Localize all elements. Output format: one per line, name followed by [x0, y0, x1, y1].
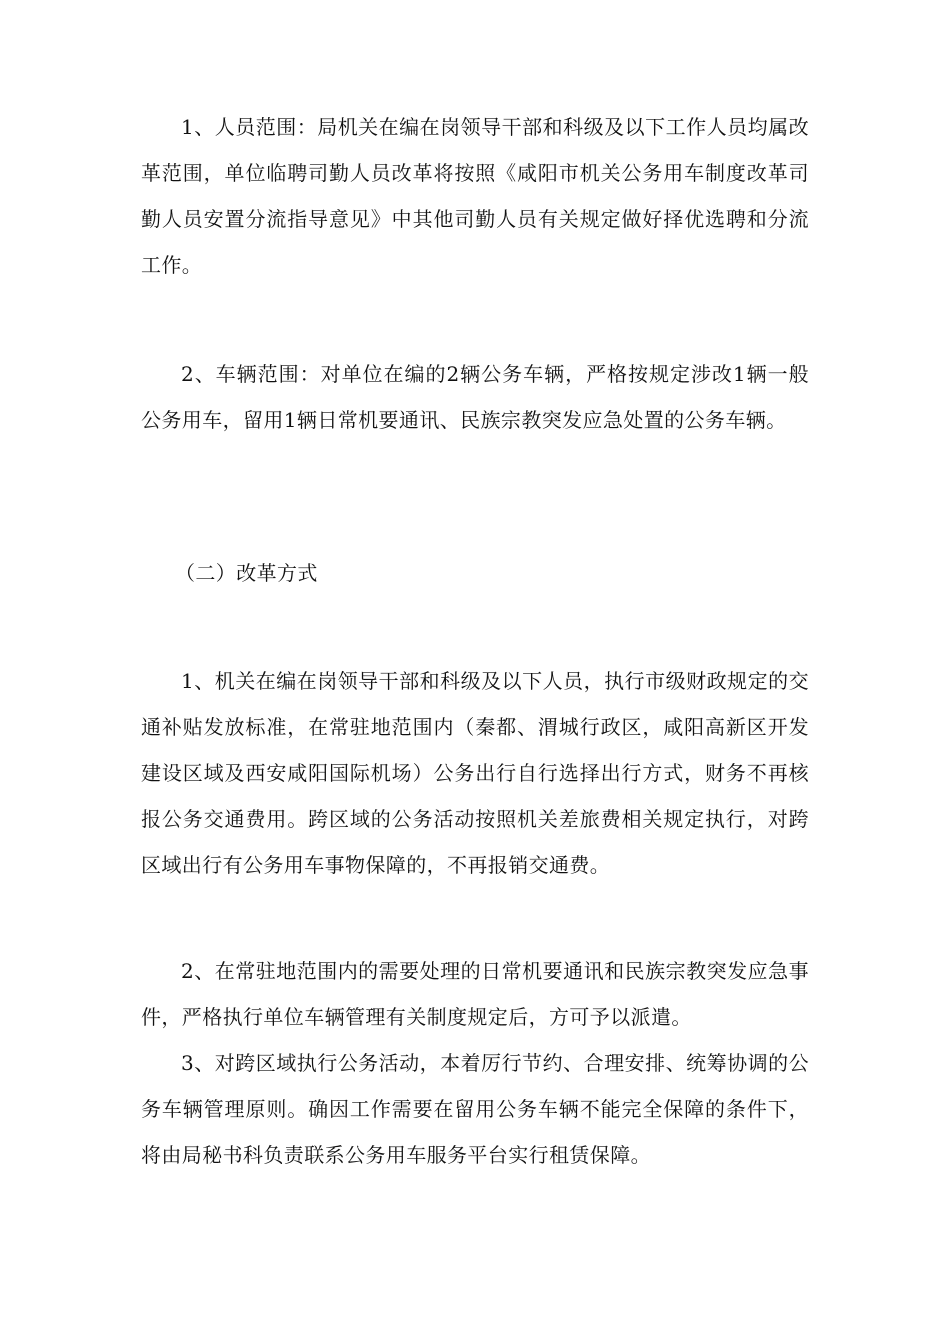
paragraph-method-2: 2、在常驻地范围内的需要处理的日常机要通讯和民族宗教突发应急事件，严格执行单位车辆管理有关制度规定后，方可予以派遣。 [141, 959, 809, 1029]
paragraph-vehicle-scope: 2、车辆范围：对单位在编的2辆公务车辆，严格按规定涉改1辆一般公务用车，留用1辆日常机要通讯、民族宗教突发应急处置的公务车辆。 [141, 362, 809, 432]
paragraph-method-1: 1、机关在编在岗领导干部和科级及以下人员，执行市级财政规定的交通补贴发放标准，在常驻地范围内（秦都、渭城行政区，咸阳高新区开发建设区域及西安咸阳国际机场）公务出行自行选择出行方式，财务不再核报公务交通费用。跨区域的公务活动按照机关差旅费相关规定执行，对跨区域出行有公务用车事物保障的，不再报销交通费。 [141, 669, 809, 877]
paragraph-personnel-scope: 1、人员范围：局机关在编在岗领导干部和科级及以下工作人员均属改革范围，单位临聘司勤人员改革将按照《咸阳市机关公务用车制度改革司勤人员安置分流指导意见》中其他司勤人员有关规定做好择优选聘和分流工作。 [141, 115, 809, 277]
paragraph-method-3: 3、对跨区域执行公务活动，本着厉行节约、合理安排、统筹协调的公务车辆管理原则。确因工作需要在留用公务车辆不能完全保障的条件下，将由局秘书科负责联系公务用车服务平台实行租赁保障。 [141, 1051, 809, 1167]
section-heading-reform-method: （二）改革方式 [175, 561, 318, 585]
